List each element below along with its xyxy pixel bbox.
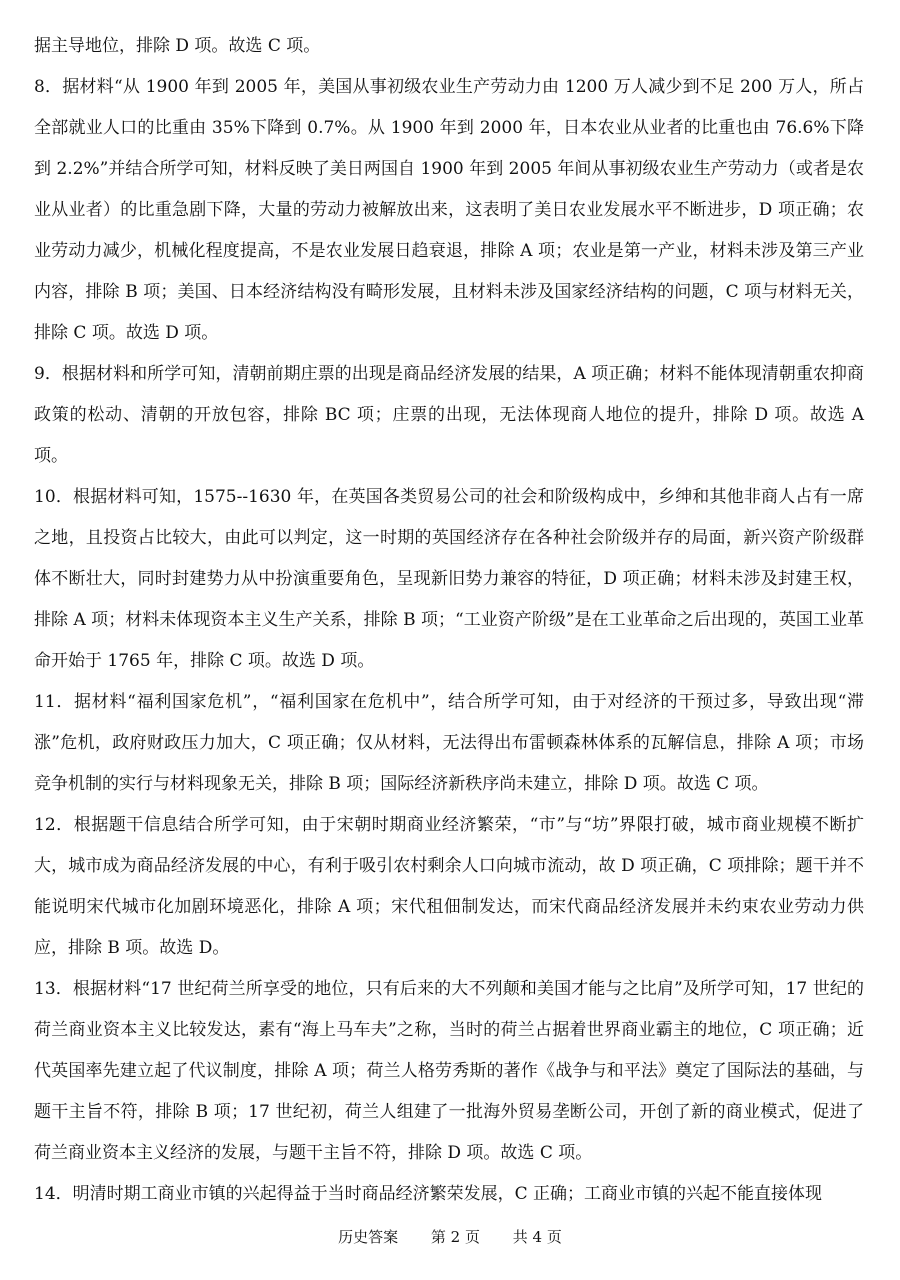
paragraph-text: 明清时期工商业市镇的兴起得益于当时商品经济繁荣发展，C 正确；工商业市镇的兴起不能直接体现: [72, 1184, 823, 1204]
paragraph-number: 10．: [34, 487, 74, 507]
answer-paragraph-13: [34, 969, 864, 1174]
paragraph-number: 11．: [34, 692, 75, 712]
answer-paragraph-continued: [34, 26, 864, 67]
footer-page-number: 第 2 页: [430, 1228, 480, 1246]
paragraph-number: 13．: [34, 979, 73, 999]
paragraph-text: 根据题干信息结合所学可知，由于宋朝时期商业经济繁荣，“市”与“坊”界限打破，城市商业规模不断扩大，城市成为商品经济发展的中心，有利于吸引农村剩余人口向城市流动，故 D 项正确，C 项排除；题干并不能说明宋代城市化加剧环境恶化，排除 A 项；宋代租佃制发达，而宋代商品经济发展并未约束农业劳动力供应，排除 B 项。故选 D。: [34, 815, 864, 958]
paragraph-number: 8．: [34, 77, 63, 97]
paragraph-number: 12．: [34, 815, 74, 835]
paragraph-text: 据主导地位，排除 D 项。故选 C 项。: [34, 36, 321, 56]
answer-paragraph-9: [34, 354, 864, 477]
paragraph-text: 根据材料和所学可知，清朝前期庄票的出现是商品经济发展的结果，A 项正确；材料不能体现清朝重农抑商政策的松动、清朝的开放包容，排除 BC 项；庄票的出现，无法体现商人地位的提升，排除 D 项。故选 A 项。: [34, 364, 864, 466]
answer-paragraph-11: [34, 682, 864, 805]
answer-paragraph-8: [34, 67, 864, 354]
paragraph-number: 9．: [34, 364, 62, 384]
paragraph-number: 14．: [34, 1184, 73, 1204]
footer-subject: 历史答案: [338, 1228, 399, 1246]
answer-paragraph-12: [34, 805, 864, 969]
paragraph-text: 据材料“从 1900 年到 2005 年，美国从事初级农业生产劳动力由 1200 万人减少到不足 200 万人，所占全部就业人口的比重由 35%下降到 0.7%。从 1900 年到 2000 年，日本农业从业者的比重也由 76.6%下降到 2.2%”并结合所学可知，材料反映了美日两国自 1900 年到 2005 年间从事初级农业生产劳动力（或者是农业从业者）的比重急剧下降，大量的劳动力被解放出来，这表明了美日农业发展水平不断进步，D 项正确；农业劳动力减少，机械化程度提高，不是农业发展日趋衰退，排除 A 项；农业是第一产业，材料未涉及第三产业内容，排除 B 项；美国、日本经济结构没有畸形发展，且材料未涉及国家经济结构的问题，C 项与材料无关，排除 C 项。故选 D 项。: [34, 77, 864, 343]
answer-paragraph-14: [34, 1174, 864, 1215]
answer-content: [34, 26, 864, 1215]
paragraph-text: 据材料“福利国家危机”，“福利国家在危机中”，结合所学可知，由于对经济的干预过多，导致出现“滞涨”危机，政府财政压力加大，C 项正确；仅从材料，无法得出布雷顿森林体系的瓦解信息，排除 A 项；市场竞争机制的实行与材料现象无关，排除 B 项；国际经济新秩序尚未建立，排除 D 项。故选 C 项。: [34, 692, 864, 794]
page-footer: [0, 1226, 900, 1247]
answer-paragraph-10: [34, 477, 864, 682]
paragraph-text: 根据材料“17 世纪荷兰所享受的地位，只有后来的大不列颠和美国才能与之比肩”及所学可知，17 世纪的荷兰商业资本主义比较发达，素有“海上马车夫”之称，当时的荷兰占据着世界商业霸主的地位，C 项正确；近代英国率先建立起了代议制度，排除 A 项；荷兰人格劳秀斯的著作《战争与和平法》奠定了国际法的基础，与题干主旨不符，排除 B 项；17 世纪初，荷兰人组建了一批海外贸易垄断公司，开创了新的商业模式，促进了荷兰商业资本主义经济的发展，与题干主旨不符，排除 D 项。故选 C 项。: [34, 979, 864, 1163]
footer-total-pages: 共 4 页: [512, 1228, 562, 1246]
paragraph-text: 根据材料可知，1575--1630 年，在英国各类贸易公司的社会和阶级构成中，乡绅和其他非商人占有一席之地，且投资占比较大，由此可以判定，这一时期的英国经济存在各种社会阶级并存的局面，新兴资产阶级群体不断壮大，同时封建势力从中扮演重要角色，呈现新旧势力兼容的特征，D 项正确；材料未涉及封建王权，排除 A 项；材料未体现资本主义生产关系，排除 B 项；“工业资产阶级”是在工业革命之后出现的，英国工业革命开始于 1765 年，排除 C 项。故选 D 项。: [34, 487, 864, 671]
